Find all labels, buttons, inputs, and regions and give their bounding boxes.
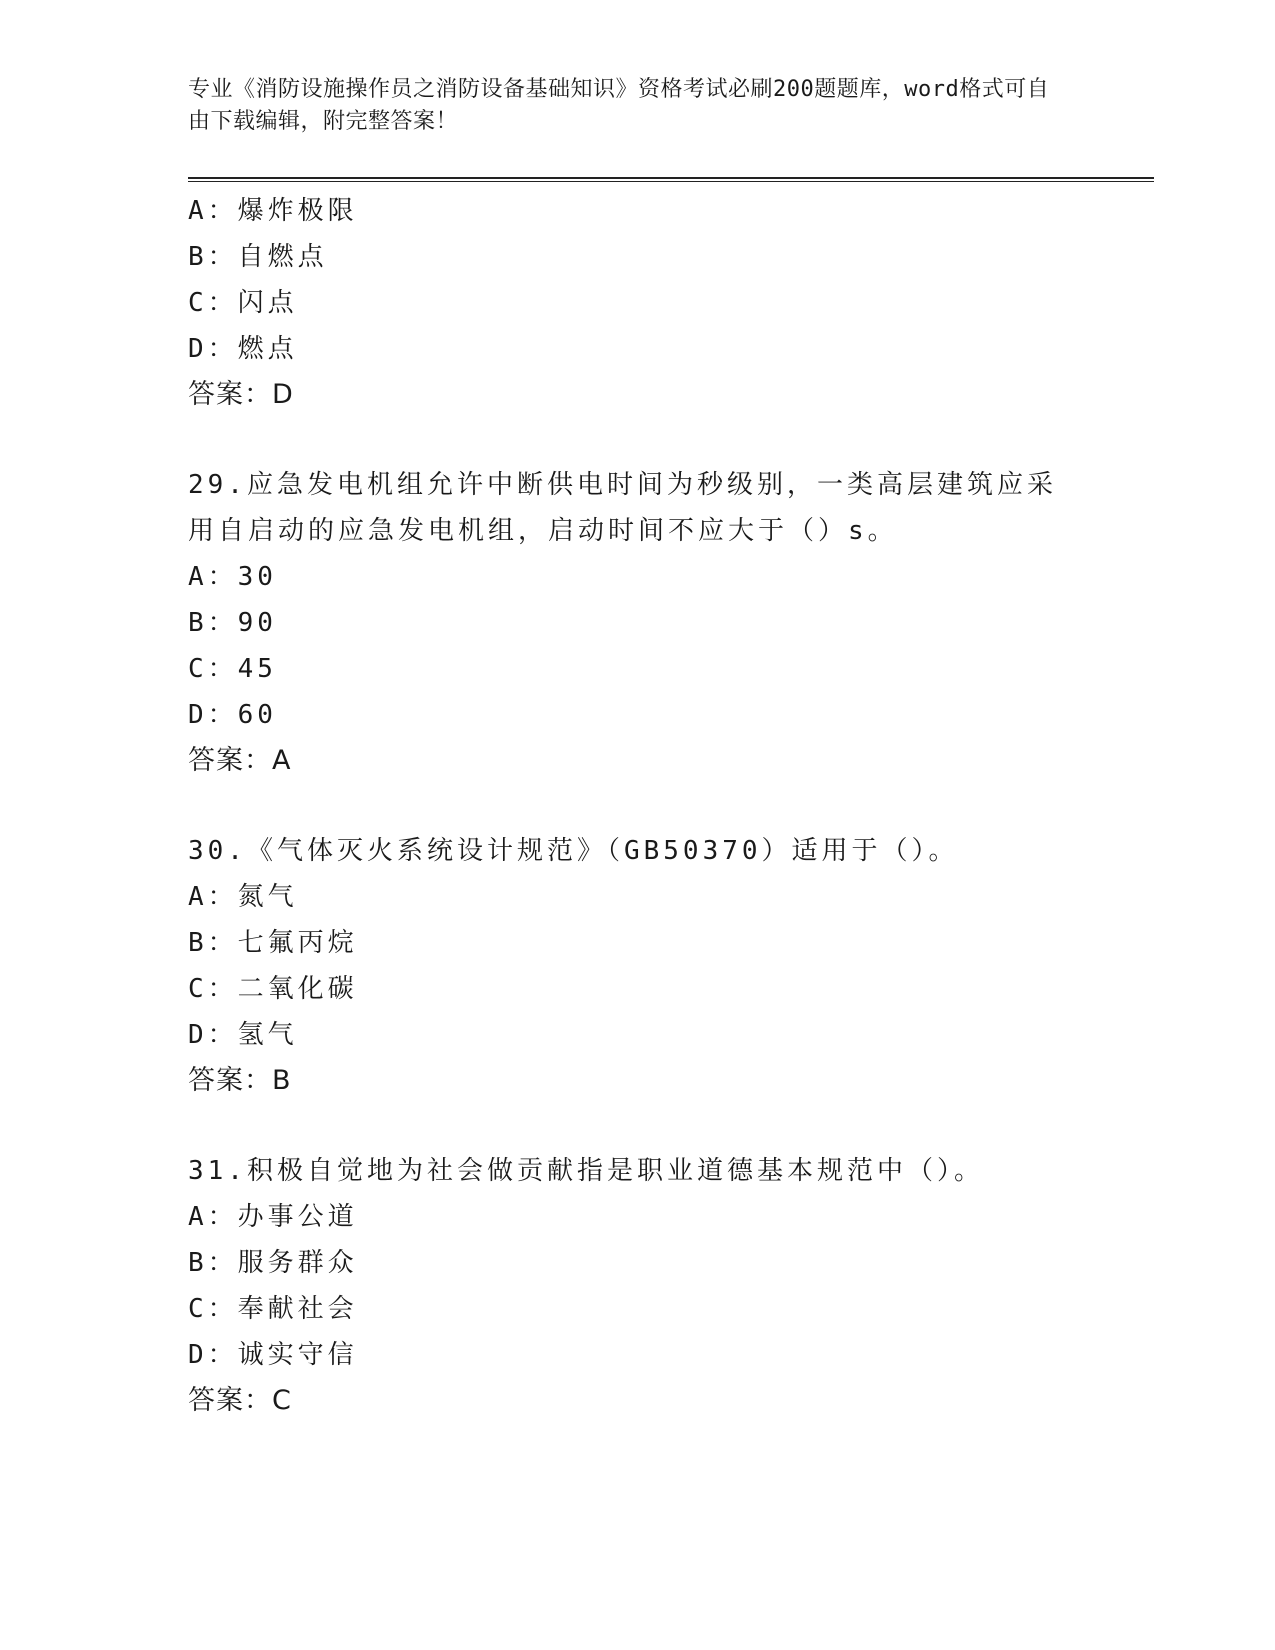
answer: 答案：A [188, 745, 292, 776]
question-29 [188, 462, 1088, 784]
option-b: B：服务群众 [188, 1248, 358, 1278]
option-b: B：自燃点 [188, 242, 328, 272]
question-text: 31.积极自觉地为社会做贡献指是职业道德基本规范中（）。 [188, 1156, 984, 1186]
option-c: C：45 [188, 654, 277, 684]
question-text: 30.《气体灭火系统设计规范》（GB50370）适用于（）。 [188, 836, 959, 866]
option-a: A：氮气 [188, 882, 298, 912]
option-a: A：30 [188, 562, 277, 592]
question-31 [188, 1148, 1088, 1424]
option-d: D：燃点 [188, 334, 298, 364]
answer: 答案：B [188, 1065, 292, 1096]
document-header: 专业《消防设施操作员之消防设备基础知识》资格考试必刷200题题库，word格式可自由下载编辑，附完整答案！ [188, 77, 1050, 134]
spacer [188, 418, 1088, 462]
option-c: C：闪点 [188, 288, 298, 318]
option-d: D：60 [188, 700, 277, 730]
answer: 答案：D [188, 379, 294, 410]
header-divider [188, 177, 1154, 182]
question-28 [188, 188, 1088, 418]
option-a: A：办事公道 [188, 1202, 358, 1232]
option-c: C：二氧化碳 [188, 974, 358, 1004]
option-b: B：七氟丙烷 [188, 928, 358, 958]
option-b: B：90 [188, 608, 277, 638]
spacer [188, 1104, 1088, 1148]
spacer [188, 784, 1088, 828]
question-list [188, 188, 1088, 1424]
option-d: D：诚实守信 [188, 1340, 358, 1370]
question-text: 29.应急发电机组允许中断供电时间为秒级别，一类高层建筑应采用自启动的应急发电机组，启动时间不应大于（）s。 [188, 470, 1057, 546]
answer: 答案：C [188, 1385, 292, 1416]
option-a: A：爆炸极限 [188, 196, 358, 226]
question-30 [188, 828, 1088, 1104]
option-d: D：氢气 [188, 1020, 298, 1050]
option-c: C：奉献社会 [188, 1294, 358, 1324]
